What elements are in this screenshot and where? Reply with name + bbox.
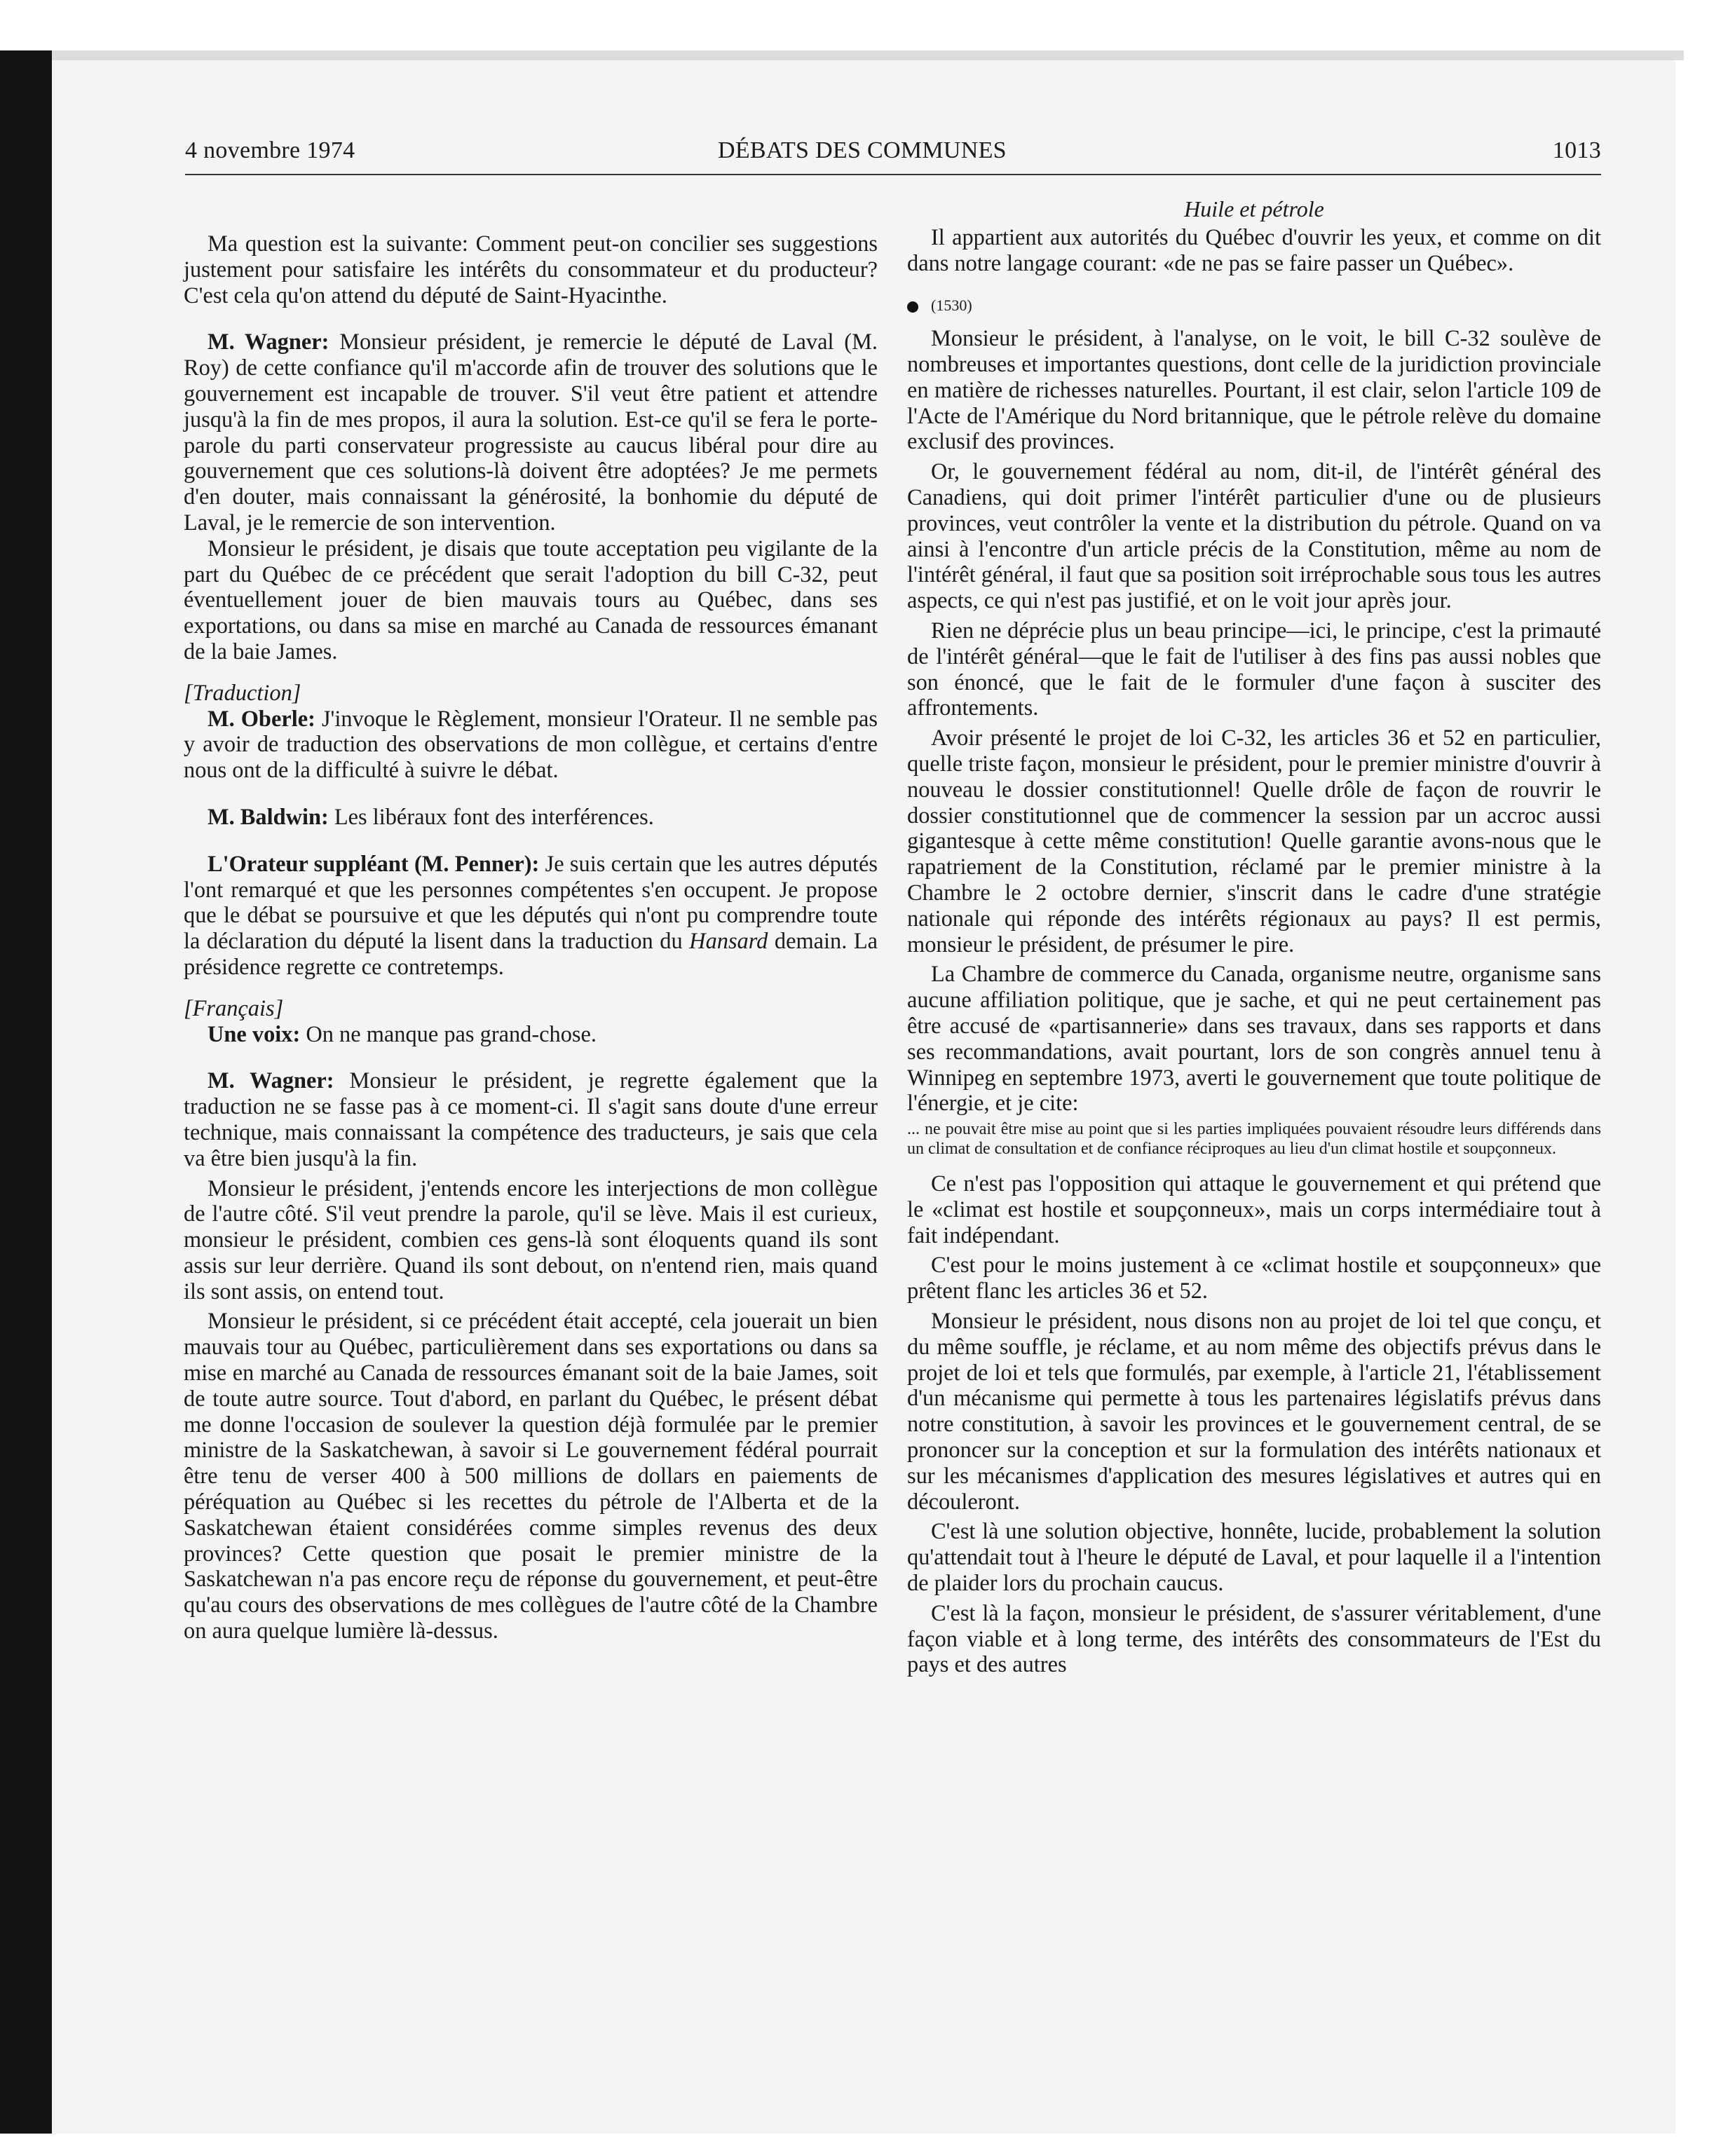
time-marker [907,293,1601,319]
left-paragraph-10: Monsieur le président, si ce précédent était accepté, cela jouerait un bien mauvais tour au Québec, particulièrement dans ses exportations ou dans sa mise en marché au Canada de ressources émanant soit de la baie James, soit de toute autre source. Tout d'abord, en parlant du Québec, le présent débat me donne l'occasion de soulever la question déjà formulée par le premier ministre de la Saskatchewan, à savoir si Le gouvernement fédéral pourrait être tenu de verser 400 à 500 millions de dollars en paiements de péréquation au Québec si les recettes du pétrole de l'Alberta et de la Saskatchewan étaient considérées comme simples revenus des deux provinces? Cette question que posait le premier ministre de la Saskatchewan n'a pas encore reçu de réponse du gouvernement, et peut-être qu'au cours des observations de mes collègues de l'autre côté de la Chambre on aura quelque lumière là-dessus. [184,1309,878,1644]
hansard-title: Hansard [689,929,768,955]
language-note-traduction [184,681,878,707]
left-paragraph-3: Monsieur le président, je disais que toute acceptation peu vigilante de la part du Québec de ce précédent que serait l'adoption du bill C-32, peut éventuellement jouer de bien mauvais tours au Québec, dans ses exportations, ou dans sa mise en marché au Canada de ressources émanant de la baie James. [184,535,878,664]
right-paragraph-6: La Chambre de commerce du Canada, organisme neutre, organisme sans aucune affiliation politique, que je sache, et qui ne peut certainement pas être accusé de «partisannerie» dans ses travaux, dans ses rapports et dans ses recommandations, avait pourtant, lors de son congrès annuel tenu à Winnipeg en septembre 1973, averti le gouvernement que toute politique de l'énergie, et je cite: [907,962,1601,1117]
speech-text: J'invoque le Règlement, monsieur l'Orateur. Il ne semble pas y avoir de traduction des observations de mon collègue, et certains d'entre nous ont de la difficulté à suivre le débat. [184,706,878,784]
right-paragraph-5: Avoir présenté le projet de loi C-32, les articles 36 et 52 en particulier, quelle triste façon, monsieur le président, pour le premier ministre d'ouvrir à nouveau le dossier constitutionnel! Quelle drôle de façon de rouvrir le dossier constitutionnel que de commencer la session par un accroc aussi gigantesque à cette même constitution! Quelle garantie avons-nous que le rapatriement de la Constitution, réclamé par le premier ministre à la Chambre le 2 octobre dernier, s'inscrit dans le cadre d'une stratégie nationale qui réponde des intérêts régionaux au pays? Il est permis, monsieur le président, de présumer le pire. [907,725,1601,957]
scan-black-edge [0,50,52,2134]
speech-text: Monsieur le président, je regrette également que la traduction ne se fasse pas à ce moment-ci. Il s'agit sans doute d'une erreur technique, mais connaissant la compétence des traducteurs, je sais que cela va être bien jusqu'à la fin. [184,1068,878,1171]
left-paragraph-7 [184,1022,878,1048]
speech-text-end: demain. La présidence regrette ce contretemps. [184,929,878,980]
right-paragraph-4: Rien ne déprécie plus un beau principe—ici, le principe, c'est la primauté de l'intérêt général—que le fait de l'utiliser à des fins pas aussi nobles que son énoncé, que le fait de le formuler d'une façon à susciter des affrontements. [907,618,1601,721]
speaker-name: M. Wagner: [207,1068,334,1094]
header-date: 4 novembre 1974 [185,137,355,163]
page-header [185,137,1601,174]
speaker-name: M. Oberle: [207,706,315,732]
scan-top-band [52,50,1684,60]
left-paragraph-1: Ma question est la suivante: Comment peut-on concilier ses suggestions justement pour satisfaire les intérêts du consommateur et du producteur? C'est cela qu'on attend du député de Saint-Hyacinthe. [184,231,878,308]
bullet-dot-icon [907,301,918,313]
language-note-text: [Traduction] [184,680,301,706]
speaker-name: Une voix: [207,1021,301,1047]
right-paragraph-2: Monsieur le président, à l'analyse, on le voit, le bill C-32 soulève de nombreuses et importantes questions, dont celle de la juridiction provinciale en matière de richesses naturelles. Pourtant, il est clair, selon l'article 109 de l'Acte de l'Amérique du Nord britannique, que le pétrole relève du domaine exclusif des provinces. [907,326,1601,455]
right-paragraph-3: Or, le gouvernement fédéral au nom, dit-il, de l'intérêt général des Canadiens, qui doit primer l'intérêt particulier d'une ou de plusieurs provinces, veut contrôler la vente et la distribution du pétrole. Quand on va ainsi à l'encontre d'un article précis de la Constitution, même au nom de l'intérêt général, il faut que sa position soit irréprochable sous tous les autres aspects, ce qui n'est pas justifié, et on le voit jour après jour. [907,459,1601,614]
left-paragraph-9: Monsieur le président, j'entends encore les interjections de mon collègue de l'autre côté. S'il veut prendre la parole, qu'il se lève. Mais il est curieux, monsieur le président, combien ces gens-là sont éloquents quand ils sont assis sur leur derrière. Quand ils sont debout, on n'entend rien, mais quand ils sont assis, on entend tout. [184,1175,878,1304]
speaker-name: M. Baldwin: [207,804,329,830]
section-subheading: Huile et pétrole [1184,196,1324,221]
speech-text: Les libéraux font des interférences. [328,804,654,830]
language-note-text: [Français] [184,995,284,1021]
left-column [184,231,878,1644]
left-paragraph-2 [184,329,878,535]
speech-text: Je suis certain que les autres députés l'ont remarqué et que les personnes compétentes s'en occupent. Je propose que le débat se poursuive et que les députés qui n'ont pu comprendre toute la déclaration du député la lisent dans la traduction du [184,851,878,955]
time-marker-text: (1530) [931,296,972,315]
right-paragraph-8: C'est pour le moins justement à ce «climat hostile et soupçonneux» que prêtent flanc les articles 36 et 52. [907,1253,1601,1304]
speech-text: Monsieur président, je remercie le député de Laval (M. Roy) de cette confiance qu'il m'accorde afin de trouver des solutions que le gouvernement est incapable de trouver. S'il veut être patient et attendre jusqu'à la fin de mes propos, il aura la solution. Est-ce qu'il se fera le porte-parole du parti conservateur progressiste au caucus libéral pour dire au gouvernement que ces solutions-là doivent être adoptées? Je me permets d'en douter, mais connaissant la générosité, la bonhomie du député de Laval, je le remercie de son intervention. [184,329,878,535]
right-paragraph-7: Ce n'est pas l'opposition qui attaque le gouvernement et qui prétend que le «climat est hostile et soupçonneux», mais un corps intermédiaire tout à fait indépendant. [907,1171,1601,1248]
right-paragraph-9: Monsieur le président, nous disons non au projet de loi tel que conçu, et du même souffle, je réclame, et au nom même des objectifs prévus dans le projet de loi et tels que formulés, par exemple, à l'article 21, l'établissement d'un mécanisme qui permette à tous les partenaires législatifs prévus dans notre constitution, à savoir les provinces et le gouvernement central, de se prononcer sur la conception et sur la formulation des intérêts nationaux et sur les mécanismes d'application des mesures législatives et autres qui en découleront. [907,1309,1601,1515]
header-title: DÉBATS DES COMMUNES [718,137,1007,163]
speaker-name: M. Wagner: [207,329,329,355]
language-note-francais [184,996,878,1022]
right-paragraph-11: C'est là la façon, monsieur le président, de s'assurer véritablement, d'une façon viable et à long terme, des intérêts des consommateurs de l'Est du pays et des autres [907,1600,1601,1678]
right-column [907,196,1601,1678]
left-paragraph-4 [184,707,878,784]
speech-text: On ne manque pas grand-chose. [300,1021,597,1047]
left-paragraph-8 [184,1068,878,1171]
left-paragraph-6 [184,852,878,981]
header-page-number: 1013 [1552,137,1601,163]
header-rule [185,174,1601,175]
left-paragraph-5 [184,805,878,831]
block-quote: ... ne pouvait être mise au point que si les parties impliquées pouvaient résoudre leurs différends dans un climat de consultation et de confiance réciproques au lieu d'un climat hostile et soupçonneux. [907,1120,1601,1159]
right-paragraph-10: C'est là une solution objective, honnête, lucide, probablement la solution qu'attendait tout à l'heure le député de Laval, et pour laquelle il a l'intention de plaider lors du prochain caucus. [907,1519,1601,1597]
speaker-name: L'Orateur suppléant (M. Penner): [207,851,540,877]
right-paragraph-1: Il appartient aux autorités du Québec d'ouvrir les yeux, et comme on dit dans notre langage courant: «de ne pas se faire passer un Québec». [907,224,1601,276]
